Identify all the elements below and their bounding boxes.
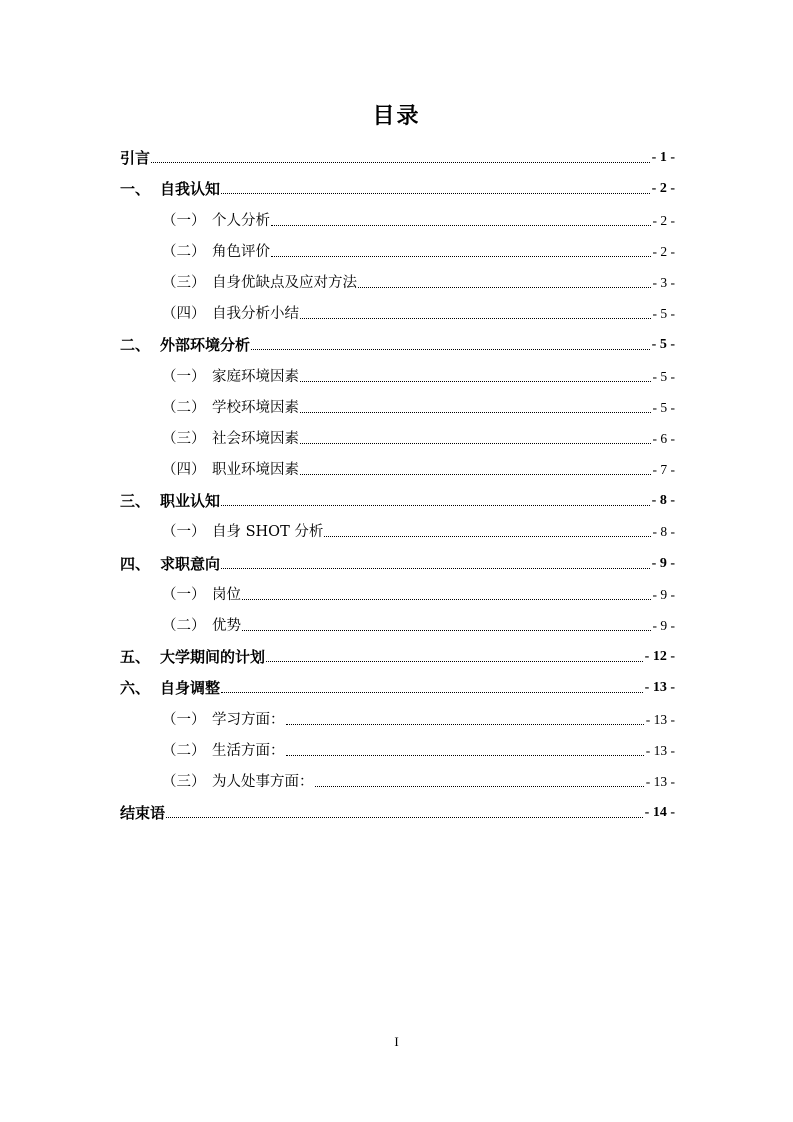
toc-dot-leader — [166, 817, 643, 818]
toc-entry-number: （二） — [162, 243, 206, 260]
toc-entry-page: - 9 - — [651, 555, 675, 571]
toc-entry-number: 六、 — [120, 679, 151, 698]
toc-entry-label: 角色评价 — [212, 243, 270, 260]
toc-dot-leader — [221, 568, 650, 569]
toc-entry[interactable] — [120, 546, 675, 577]
toc-entry-label: 外部环境分析 — [160, 336, 251, 355]
toc-entry-label: 自身优缺点及应对方法 — [212, 274, 357, 291]
toc-entry-label: 引言 — [120, 149, 151, 168]
toc-entry-number: （三） — [162, 773, 206, 790]
toc-dot-leader — [358, 287, 651, 288]
toc-subentry[interactable] — [120, 297, 675, 328]
toc-entry-page: - 2 - — [652, 212, 675, 228]
toc-entry-page: - 3 - — [652, 274, 675, 290]
toc-subentry[interactable] — [120, 203, 675, 234]
toc-entry-label: 大学期间的计划 — [160, 648, 266, 667]
toc-subentry[interactable] — [120, 391, 675, 422]
toc-entry-label: 生活方面： — [212, 742, 285, 759]
toc-entry-page: - 14 - — [644, 805, 675, 821]
toc-entry-page: - 6 - — [652, 430, 675, 446]
toc-dot-leader — [271, 256, 651, 257]
toc-entry-page: - 13 - — [645, 773, 675, 789]
toc-entry-label: 岗位 — [212, 586, 241, 603]
toc-entry-number: （三） — [162, 430, 206, 447]
toc-entry-number: （一） — [162, 368, 206, 385]
toc-entry-label: 自身 SHOT 分析 — [212, 524, 324, 541]
toc-dot-leader — [300, 443, 651, 444]
toc-dot-leader — [271, 225, 651, 226]
toc-entry-number: （一） — [162, 711, 206, 728]
toc-entry-label: 自身调整 — [160, 679, 221, 698]
toc-entry-label: 职业环境因素 — [212, 462, 299, 479]
toc-subentry[interactable] — [120, 515, 675, 546]
toc-entry-number: 五、 — [120, 648, 151, 667]
toc-entry-number: （一） — [162, 586, 206, 603]
toc-dot-leader — [286, 755, 644, 756]
toc-dot-leader — [300, 474, 651, 475]
toc-entry-label: 结束语 — [120, 804, 166, 823]
toc-entry-number: （四） — [162, 306, 206, 323]
toc-entry[interactable] — [120, 141, 675, 172]
toc-entry-page: - 9 - — [652, 618, 675, 633]
toc-entry-label: 学习方面： — [212, 711, 285, 728]
toc-entry[interactable] — [120, 172, 675, 203]
toc-dot-leader — [315, 786, 644, 787]
toc-dot-leader — [242, 630, 651, 631]
toc-entry-page: - 2 - — [652, 243, 675, 259]
toc-entry-label: 社会环境因素 — [212, 430, 299, 447]
toc-entry-page: - 5 - — [652, 368, 675, 384]
toc-entry-page: - 8 - — [651, 493, 675, 509]
toc-dot-leader — [324, 536, 650, 537]
toc-entry[interactable] — [120, 328, 675, 359]
toc-entry-number: 一、 — [120, 180, 151, 199]
toc-dot-leader — [300, 412, 651, 413]
toc-entry-page: - 7 - — [652, 462, 675, 478]
toc-subentry[interactable] — [120, 734, 675, 765]
toc-entry-label: 优势 — [212, 618, 241, 634]
toc-entry-label: 学校环境因素 — [212, 399, 299, 416]
toc-dot-leader — [300, 318, 651, 319]
toc-entry[interactable] — [120, 796, 675, 827]
toc-entry-page: - 1 - — [651, 150, 675, 166]
toc-entry-label: 家庭环境因素 — [212, 368, 299, 385]
toc-subentry[interactable] — [120, 422, 675, 453]
toc-entry-page: - 5 - — [652, 399, 675, 415]
toc-entry-label: 自我分析小结 — [212, 306, 299, 323]
toc-entry-number: （二） — [162, 742, 206, 759]
toc-entry-number: （一） — [162, 524, 206, 541]
toc-entry[interactable] — [120, 640, 675, 671]
toc-entry-number: （四） — [162, 462, 206, 479]
toc-entry-number: （二） — [162, 399, 206, 416]
toc-entry-label: 职业认知 — [160, 492, 221, 511]
toc-subentry[interactable] — [120, 266, 675, 297]
toc-subentry[interactable] — [120, 578, 675, 609]
toc-dot-leader — [251, 349, 650, 350]
toc-title: 目录 — [372, 103, 421, 129]
toc-dot-leader — [242, 599, 651, 600]
toc-subentry[interactable] — [120, 359, 675, 390]
page-number: I — [394, 1034, 399, 1049]
toc-entry-page: - 2 - — [651, 181, 675, 197]
toc-subentry[interactable] — [120, 609, 675, 640]
toc-entry-page: - 13 - — [644, 680, 675, 696]
toc-dot-leader — [266, 661, 643, 662]
toc-subentry[interactable] — [120, 702, 675, 733]
toc-entry-page: - 5 - — [651, 337, 675, 353]
toc-entry-number: 二、 — [120, 336, 151, 355]
toc-dot-leader — [286, 724, 644, 725]
toc-dot-leader — [151, 162, 650, 163]
toc-entry[interactable] — [120, 484, 675, 515]
toc-entry-page: - 9 - — [652, 586, 675, 602]
toc-dot-leader — [300, 381, 651, 382]
toc-entry-number: 三、 — [120, 492, 151, 511]
toc-entry-label: 个人分析 — [212, 212, 270, 229]
toc-entry-page: - 13 - — [645, 711, 675, 727]
toc-subentry[interactable] — [120, 453, 675, 484]
toc-entry-label: 求职意向 — [160, 554, 221, 573]
toc-entry[interactable] — [120, 671, 675, 702]
toc-entry-number: （三） — [162, 274, 206, 291]
toc-entry-label: 为人处事方面： — [212, 773, 314, 790]
toc-subentry[interactable] — [120, 235, 675, 266]
toc-entry-number: （一） — [162, 212, 206, 229]
table-of-contents — [120, 141, 675, 827]
toc-entry-label: 自我认知 — [160, 180, 221, 199]
toc-dot-leader — [221, 692, 643, 693]
toc-entry-number: （二） — [162, 618, 206, 634]
toc-dot-leader — [221, 505, 650, 506]
toc-entry-page: - 8 - — [652, 524, 675, 540]
toc-entry-page: - 13 - — [645, 742, 675, 758]
toc-dot-leader — [221, 193, 650, 194]
toc-entry-page: - 12 - — [644, 649, 675, 665]
toc-entry-page: - 5 - — [652, 306, 675, 322]
toc-subentry[interactable] — [120, 765, 675, 796]
toc-entry-number: 四、 — [120, 554, 151, 573]
